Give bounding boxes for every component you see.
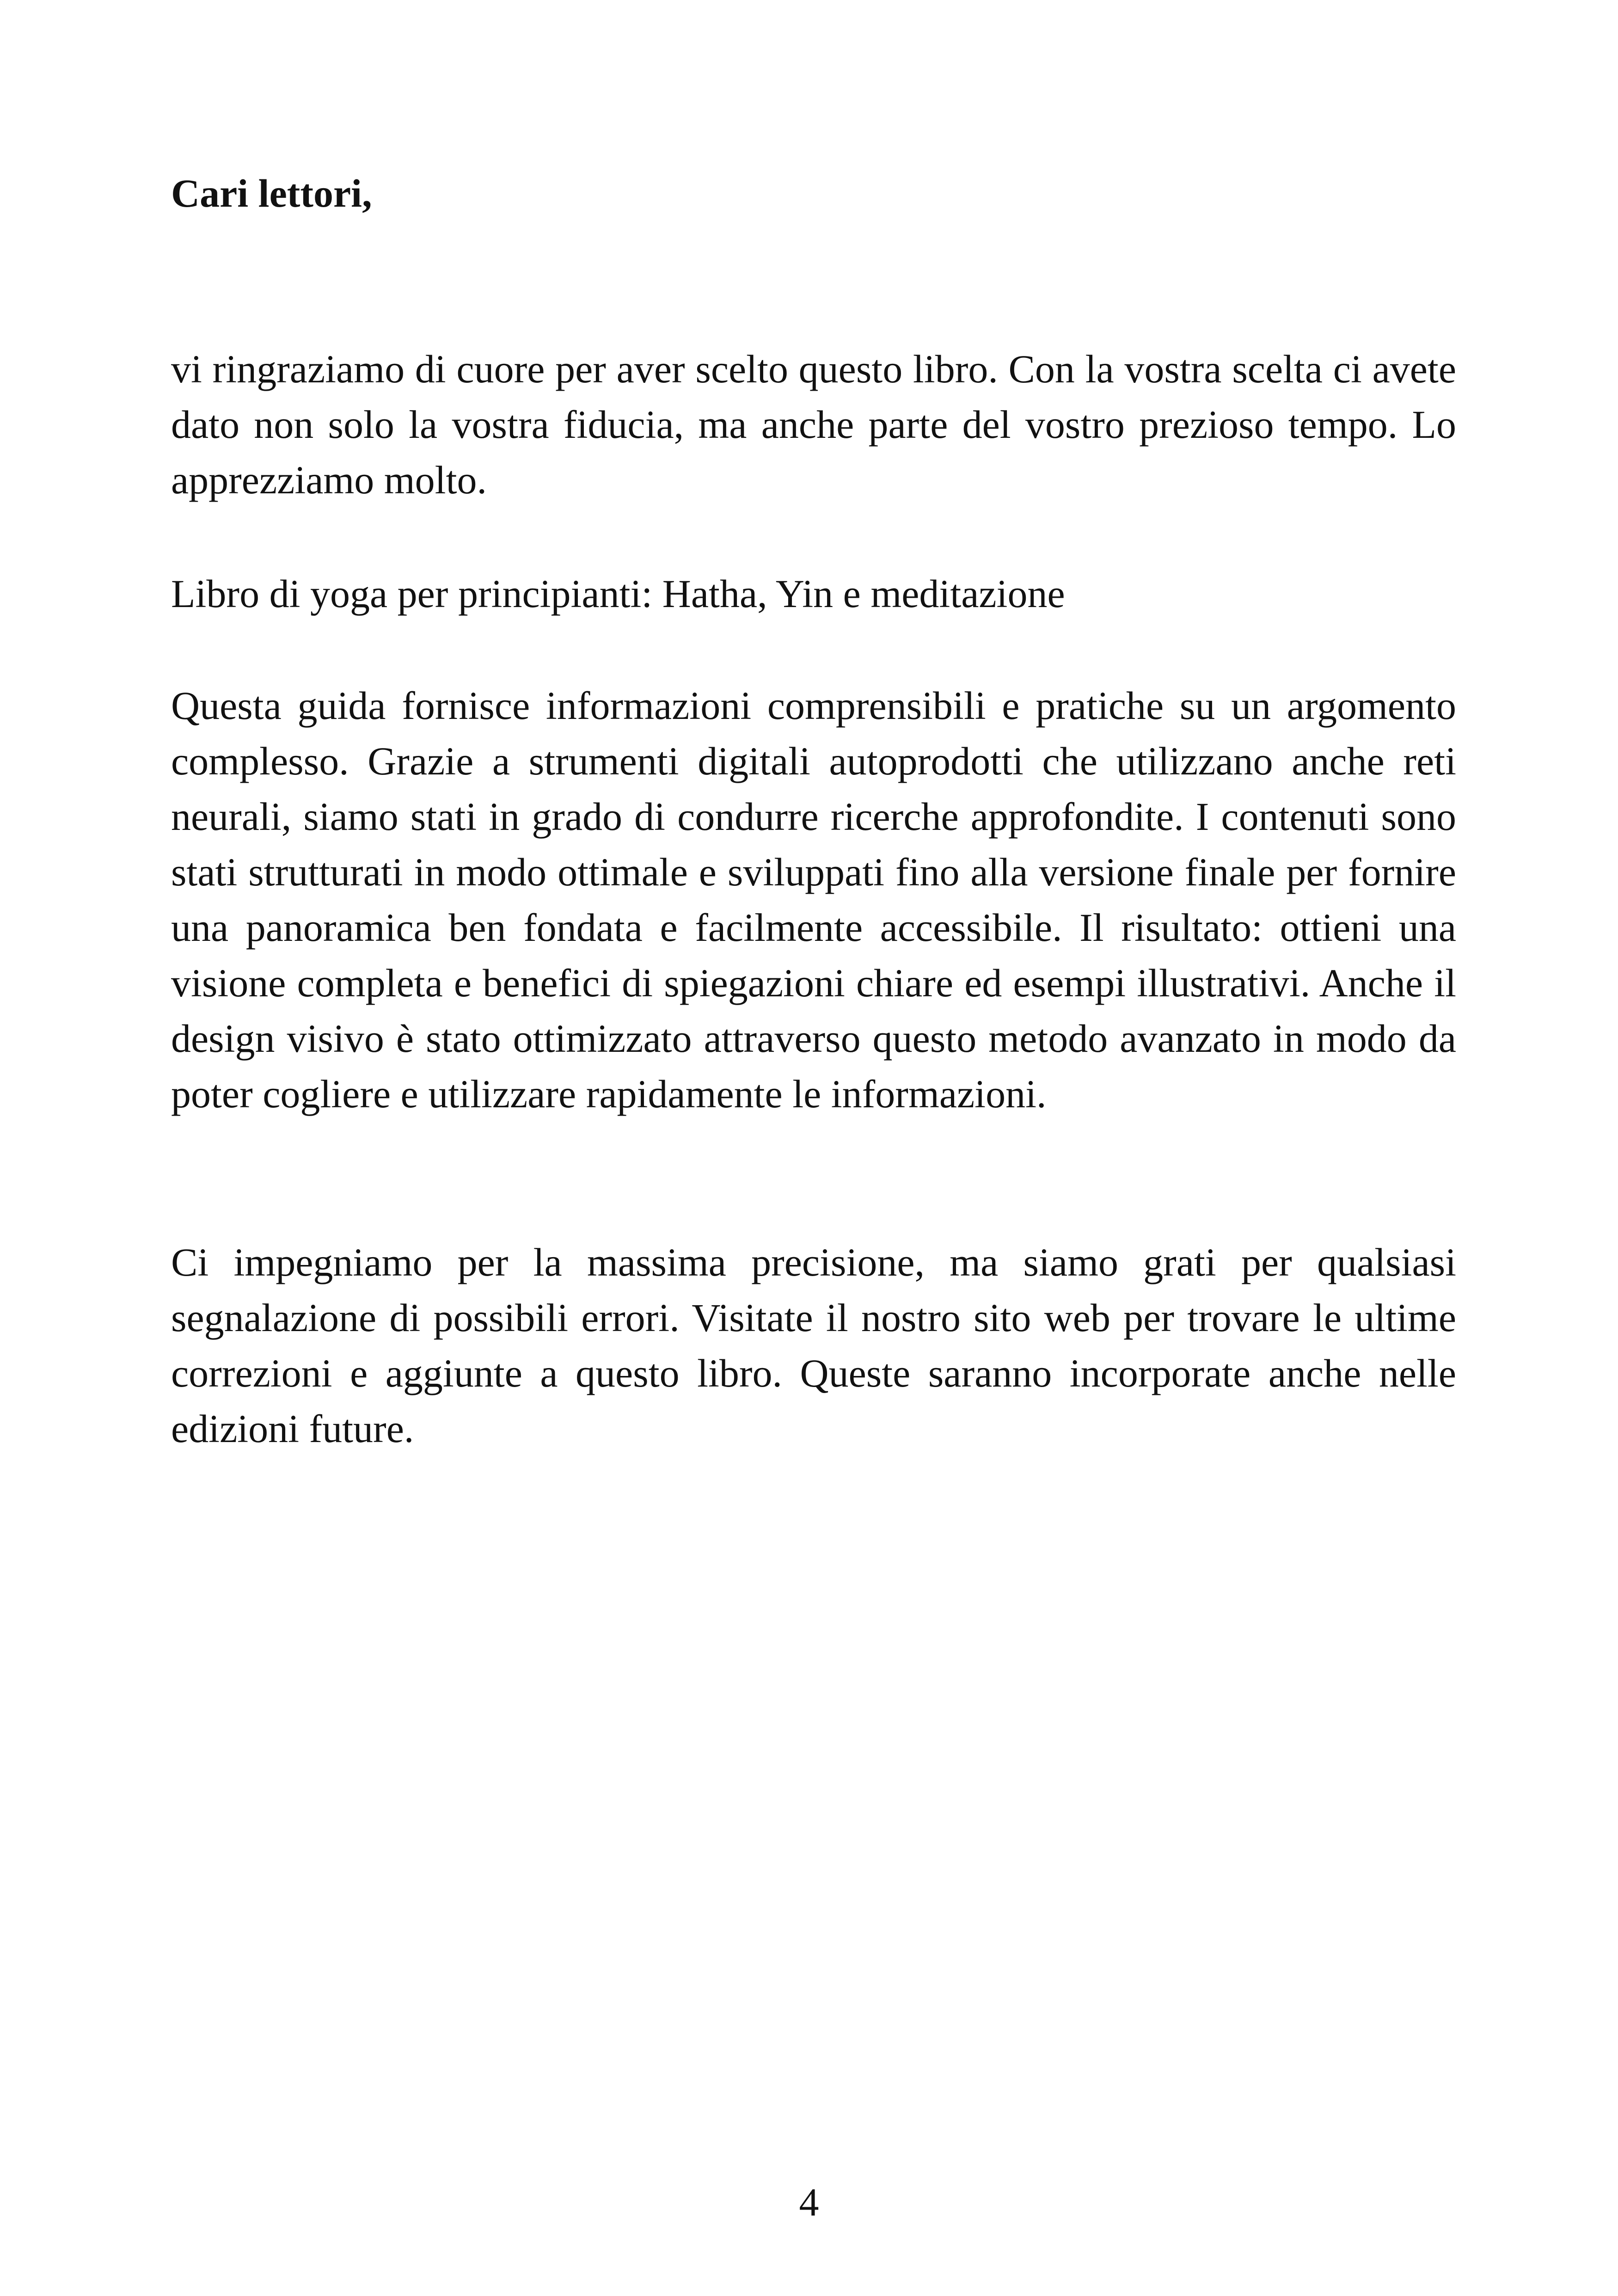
paragraph-thanks: vi ringraziamo di cuore per aver scelto questo libro. Con la vostra scelta ci avete dato non solo la vostra fiducia, ma anche parte del vostro prezioso tempo. Lo apprezziamo molto.	[171, 347, 1456, 502]
page-number: 4	[799, 2180, 819, 2224]
paragraph-guide-description: Questa guida fornisce informazioni comprensibili e pratiche su un argomento complesso. Grazie a strumenti digitali autoprodotti che utilizzano anche reti neurali, siamo stati in grado di condurre ricerche approfondite. I contenuti sono stati strutturati in modo ottimale e sviluppati fino alla versione finale per fornire una panoramica ben fondata e facilmente accessibile. Il risultato: ottieni una visione completa e benefici di spiegazioni chiare ed esempi illustrativi. Anche il design visivo è stato ottimizzato attraverso questo metodo avanzato in modo da poter cogliere e utilizzare rapidamente le informazioni.	[171, 683, 1456, 1116]
greeting-heading: Cari lettori,	[171, 171, 372, 215]
book-title-line: Libro di yoga per principianti: Hatha, Yin e meditazione	[171, 571, 1065, 616]
paragraph-corrections: Ci impegniamo per la massima precisione, ma siamo grati per qualsiasi segnalazione di possibili errori. Visitate il nostro sito web per trovare le ultime correzioni e aggiunte a questo libro. Queste saranno incorporate anche nelle edizioni future.	[171, 1240, 1456, 1451]
